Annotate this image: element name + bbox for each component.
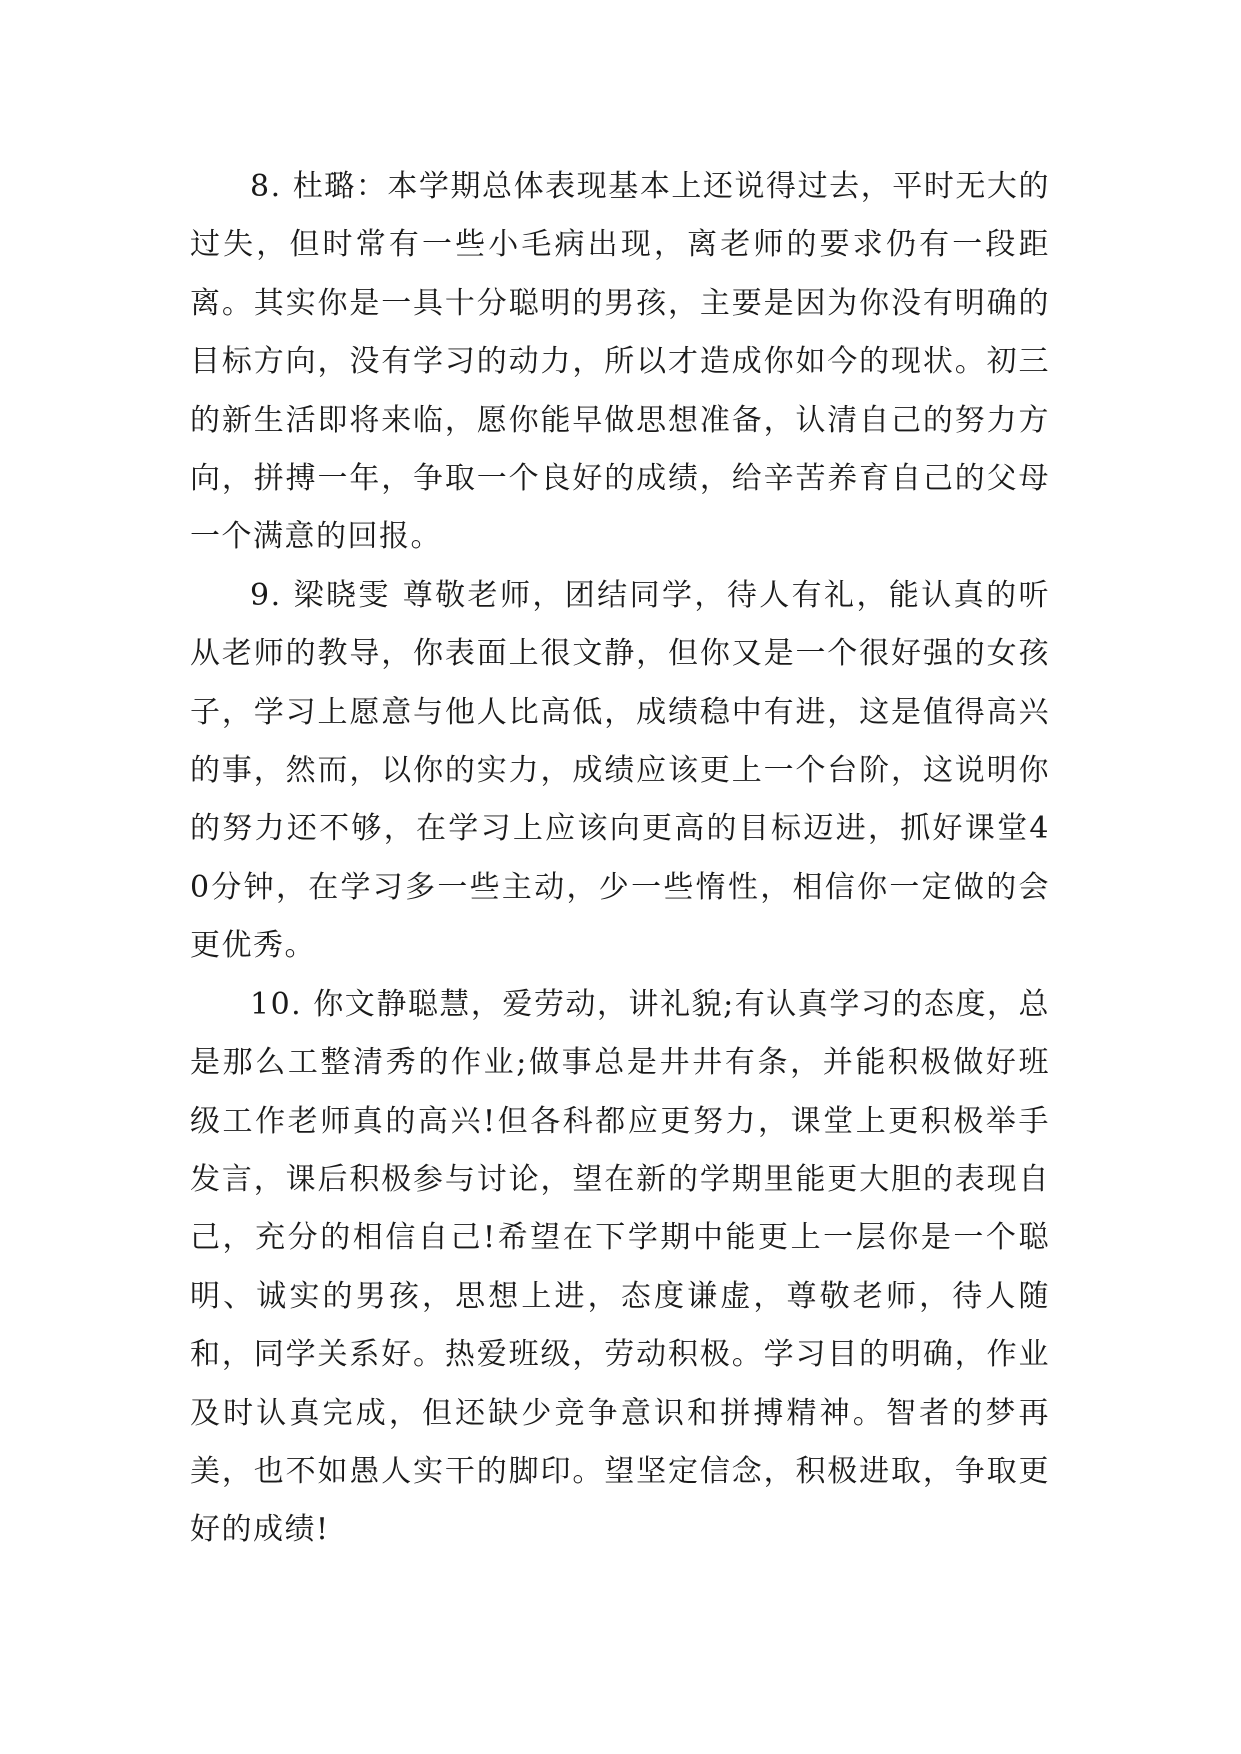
comment-paragraph-8: 8. 杜璐：本学期总体表现基本上还说得过去，平时无大的过失，但时常有一些小毛病出现，离老师的要求仍有一段距离。其实你是一具十分聪明的男孩，主要是因为你没有明确的目标方向，没有学习的动力，所以才造成你如今的现状。初三的新生活即将来临，愿你能早做思想准备，认清自己的努力方向，拼搏一年，争取一个良好的成绩，给辛苦养育自己的父母一个满意的回报。: [190, 169, 1050, 555]
document-body: [190, 158, 1050, 1560]
comment-paragraph-10: 10. 你文静聪慧，爱劳动，讲礼貌;有认真学习的态度，总是那么工整清秀的作业;做事总是井井有条，并能积极做好班级工作老师真的高兴!但各科都应更努力，课堂上更积极举手发言，课后积极参与讨论，望在新的学期里能更大胆的表现自己，充分的相信自己!希望在下学期中能更上一层你是一个聪明、诚实的男孩，思想上进，态度谦虚，尊敬老师，待人随和，同学关系好。热爱班级，劳动积极。学习目的明确，作业及时认真完成，但还缺少竞争意识和拼搏精神。智者的梦再美，也不如愚人实干的脚印。望坚定信念，积极进取，争取更好的成绩!: [190, 986, 1050, 1548]
comment-paragraph-9: 9. 梁晓雯 尊敬老师，团结同学，待人有礼，能认真的听从老师的教导，你表面上很文静，但你又是一个很好强的女孩子，学习上愿意与他人比高低，成绩稳中有进，这是值得高兴的事，然而，以你的实力，成绩应该更上一个台阶，这说明你的努力还不够，在学习上应该向更高的目标迈进，抓好课堂40分钟，在学习多一些主动，少一些惰性，相信你一定做的会更优秀。: [190, 577, 1050, 964]
